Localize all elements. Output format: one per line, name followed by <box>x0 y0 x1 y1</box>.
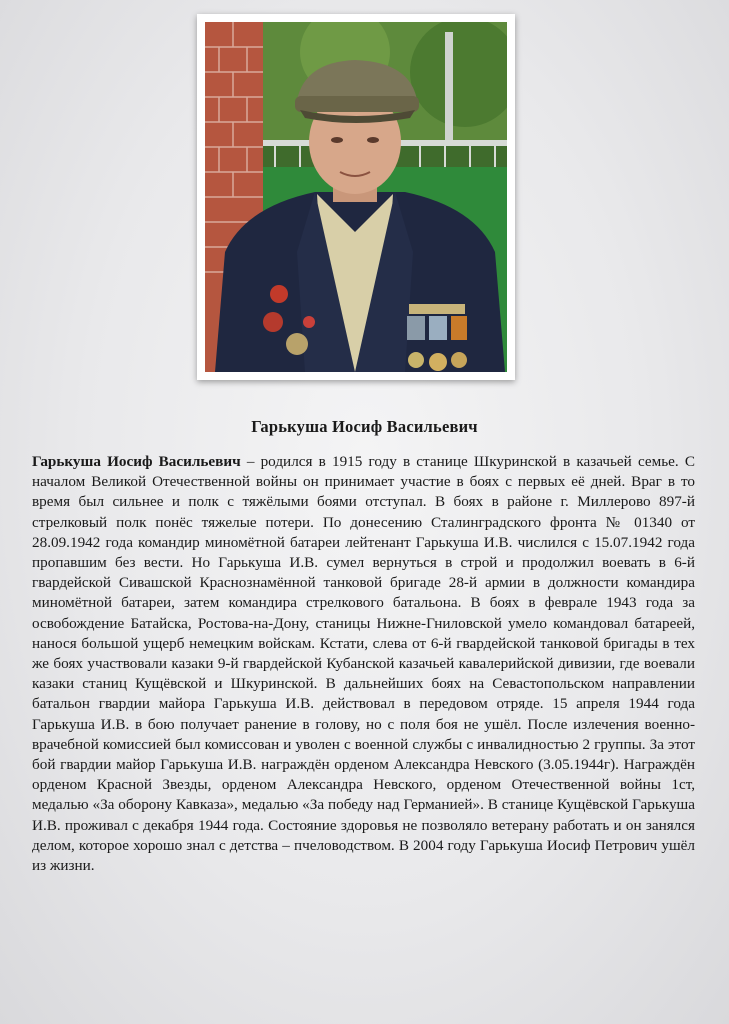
portrait-photo <box>205 22 507 372</box>
bio-body: – родился в 1915 году в станице Шкуринской в казачьей семье. С началом Великой Отечественной войны он принимает участие в боях с первых её дней. Враг в то время был сильнее и полк с тяжёлыми боями отступал. В боях в районе г. Миллерово 897-й стрелковый полк понёс тяжелые потери. По донесению Сталинградского фронта № 01340 от 28.09.1942 года командир миномётной батареи лейтенант Гарькуша И.В. числился с 15.07.1942 года пропавшим без вести. Но Гарькуша И.В. сумел вернуться в строй и продолжил воевать в 6-й гвардейской Сивашской Краснознамённой танковой бригаде 28-й армии в должности командира миномётной батареи, затем командира стрелкового батальона. В боях в феврале 1943 года за освобождение Батайска, Ростова-на-Дону, станицы Нижне-Гниловской умело командовал батареей, нанося большой ущерб немецким войскам. Кстати, слева от 6-й гвардейской танковой бригады в тех же боях участвовали казаки 9-й гвардейской Кубанской казачьей кавалерийской дивизии, где воевали казаки станиц Кущёвской и Шкуринской. В дальнейших боях на Севастопольском направлении батальон гвардии майора Гарькуша И.В. действовал в передовом отряде. 15 апреля 1944 года Гарькуша И.В. в бою получает ранение в голову, но с поля боя не ушёл. После излечения военно-врачебной комиссией был комиссован и уволен с военной службы с инвалидностью 2 группы. За этот бой гвардии майор Гарькуша И.В. награждён орденом Александра Невского (3.05.1944г). Награждён орденом Красной Звезды, орденом Александра Невского, орденом Отечественной войны 1ст, медалью «За оборону Кавказа», медалью «За победу над Германией». В станице Кущёвской Гарькуша И.В. проживал с декабря 1944 года. Состояние здоровья не позволяло ветерану работать и он занялся делом, которое хорошо знал с детства – пчеловодством. В 2004 году Гарькуша Иосиф Петрович ушёл из жизни. <box>32 453 695 875</box>
portrait-frame <box>197 14 515 380</box>
biography-text <box>32 452 695 876</box>
bio-name-lead: Гарькуша Иосиф Васильевич <box>32 453 241 470</box>
page-title: Гарькуша Иосиф Васильевич <box>251 417 478 436</box>
